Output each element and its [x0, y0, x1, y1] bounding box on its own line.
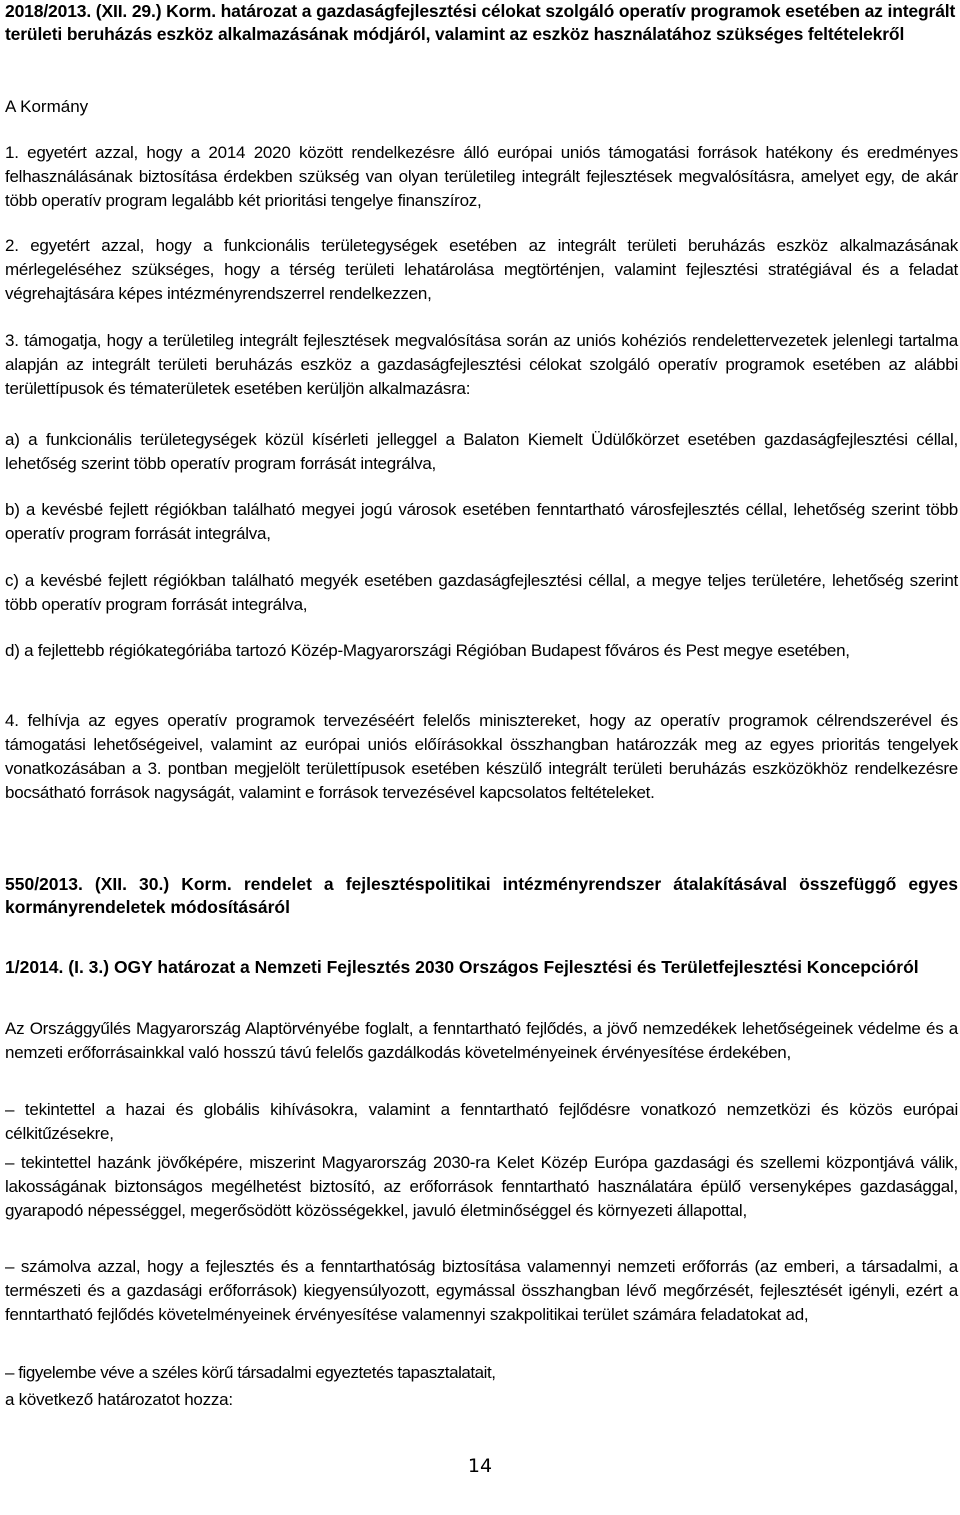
- page-number: 14: [467, 1455, 493, 1477]
- closing-line: a következő határozatot hozza:: [5, 1390, 233, 1409]
- list-item-b: b) a kevésbé fejlett régiókban található megyei jogú városok esetében fenntartható városfejlesztés céllal, lehetőség szerint több operatív program forrását integrálva,: [5, 500, 958, 543]
- paragraph-1: 1. egyetért azzal, hogy a 2014 2020 között rendelkezésre álló európai uniós támogatási források hatékony és eredményes felhasználásának biztosítása érdekben szükség van olyan területileg integrált fejlesztések megvalósításra, amelyet egy, de akár több operatív program legalább két prioritási tengelye finanszíroz,: [5, 143, 958, 210]
- preamble-dash-item-1: – tekintettel a hazai és globális kihívásokra, valamint a fenntartható fejlődésre vonatkozó nemzetközi és közös európai célkitűzésekre,: [5, 1100, 958, 1143]
- resolution-title-2018-2013: 2018/2013. (XII. 29.) Korm. határozat a gazdaságfejlesztési célokat szolgáló operatív programok esetében az integrált területi beruházás eszköz alkalmazásának módjáról, valamint az eszköz használatához szükséges feltételekről: [5, 1, 956, 44]
- list-item-a: a) a funkcionális területegységek közül kísérleti jelleggel a Balaton Kiemelt Üdülőkörzet esetében gazdaságfejlesztési céllal, lehetőség szerint több operatív program forrását integrálva,: [5, 430, 958, 473]
- paragraph-3: 3. támogatja, hogy a területileg integrált fejlesztések megvalósítása során az uniós kohéziós rendelettervezetek jelenlegi tartalma alapján az integrált területi beruházás eszköz a gazdaságfejlesztési célokat szolgáló operatív programok esetében az alábbi területtípusok és tématerületek esetében kerüljön alkalmazásra:: [5, 331, 958, 398]
- preamble-dash-item-2: – tekintettel hazánk jövőképére, miszerint Magyarország 2030-ra Kelet Közép Európa gazdasági és szellemi központjává válik, lakosságának biztonságos megélhetést biztosító, az erőforrások fenntartható használatára épülő versenyképes gazdasággal, gyarapodó népességgel, megerősödött közösségekkel, javuló életminőséggel és környezeti állapottal,: [5, 1153, 958, 1220]
- resolution-title-1-2014: 1/2014. (I. 3.) OGY határozat a Nemzeti Fejlesztés 2030 Országos Fejlesztési és Területfejlesztési Koncepcióról: [5, 957, 919, 977]
- preamble-dash-item-3: – számolva azzal, hogy a fejlesztés és a fenntarthatóság biztosítása valamennyi nemzeti erőforrás (az emberi, a társadalmi, a természeti és a gazdasági erőforrások) kiegyensúlyozott, egymással összhangban lévő megőrzését, fejlesztését igényli, ezért a fenntartható fejlődés követelményeinek érvényesítése valamennyi szakpolitikai terület számára feladatokat ad,: [5, 1257, 958, 1324]
- list-item-c: c) a kevésbé fejlett régiókban található megyék esetében gazdaságfejlesztési céllal, a megye teljes területére, lehetőség szerint több operatív program forrását integrálva,: [5, 571, 958, 614]
- paragraph-4: 4. felhívja az egyes operatív programok tervezéséért felelős minisztereket, hogy az operatív programok célrendszerével és támogatási lehetőségeivel, valamint az európai uniós előírásokkal összhangban határozzák meg az egyes prioritás tengelyek vonatkozásában a 3. pontban megjelölt területtípusok esetében készülő integrált területi beruházás eszközökhöz rendelkezésre bocsátható források nagyságát, valamint e források tervezésével kapcsolatos feltételeket.: [5, 711, 958, 802]
- preamble-dash-item-4: – figyelembe véve a széles körű társadalmi egyeztetés tapasztalatait,: [5, 1363, 496, 1382]
- regulation-title-550-2013: 550/2013. (XII. 30.) Korm. rendelet a fejlesztéspolitikai intézményrendszer átalakításával összefüggő egyes kormányrendeletek módosításáról: [5, 874, 958, 917]
- list-item-d: d) a fejlettebb régiókategóriába tartozó Közép-Magyarországi Régióban Budapest főváros és Pest megye esetében,: [5, 641, 850, 660]
- preamble-paragraph: Az Országgyűlés Magyarország Alaptörvényébe foglalt, a fenntartható fejlődés, a jövő nemzedékek lehetőségeinek védelme és a nemzeti erőforrásainkkal való hosszú távú felelős gazdálkodás követelményeinek érvényesítése érdekében,: [5, 1019, 958, 1062]
- paragraph-2: 2. egyetért azzal, hogy a funkcionális területegységek esetében az integrált területi beruházás eszköz alkalmazásának mérlegeléséhez szükséges, hogy a térség területi lehatárolása megtörténjen, valamint fejlesztési stratégiával és a feladat végrehajtására képes intézményrendszerrel rendelkezzen,: [5, 236, 958, 303]
- government-label: A Kormány: [5, 97, 89, 116]
